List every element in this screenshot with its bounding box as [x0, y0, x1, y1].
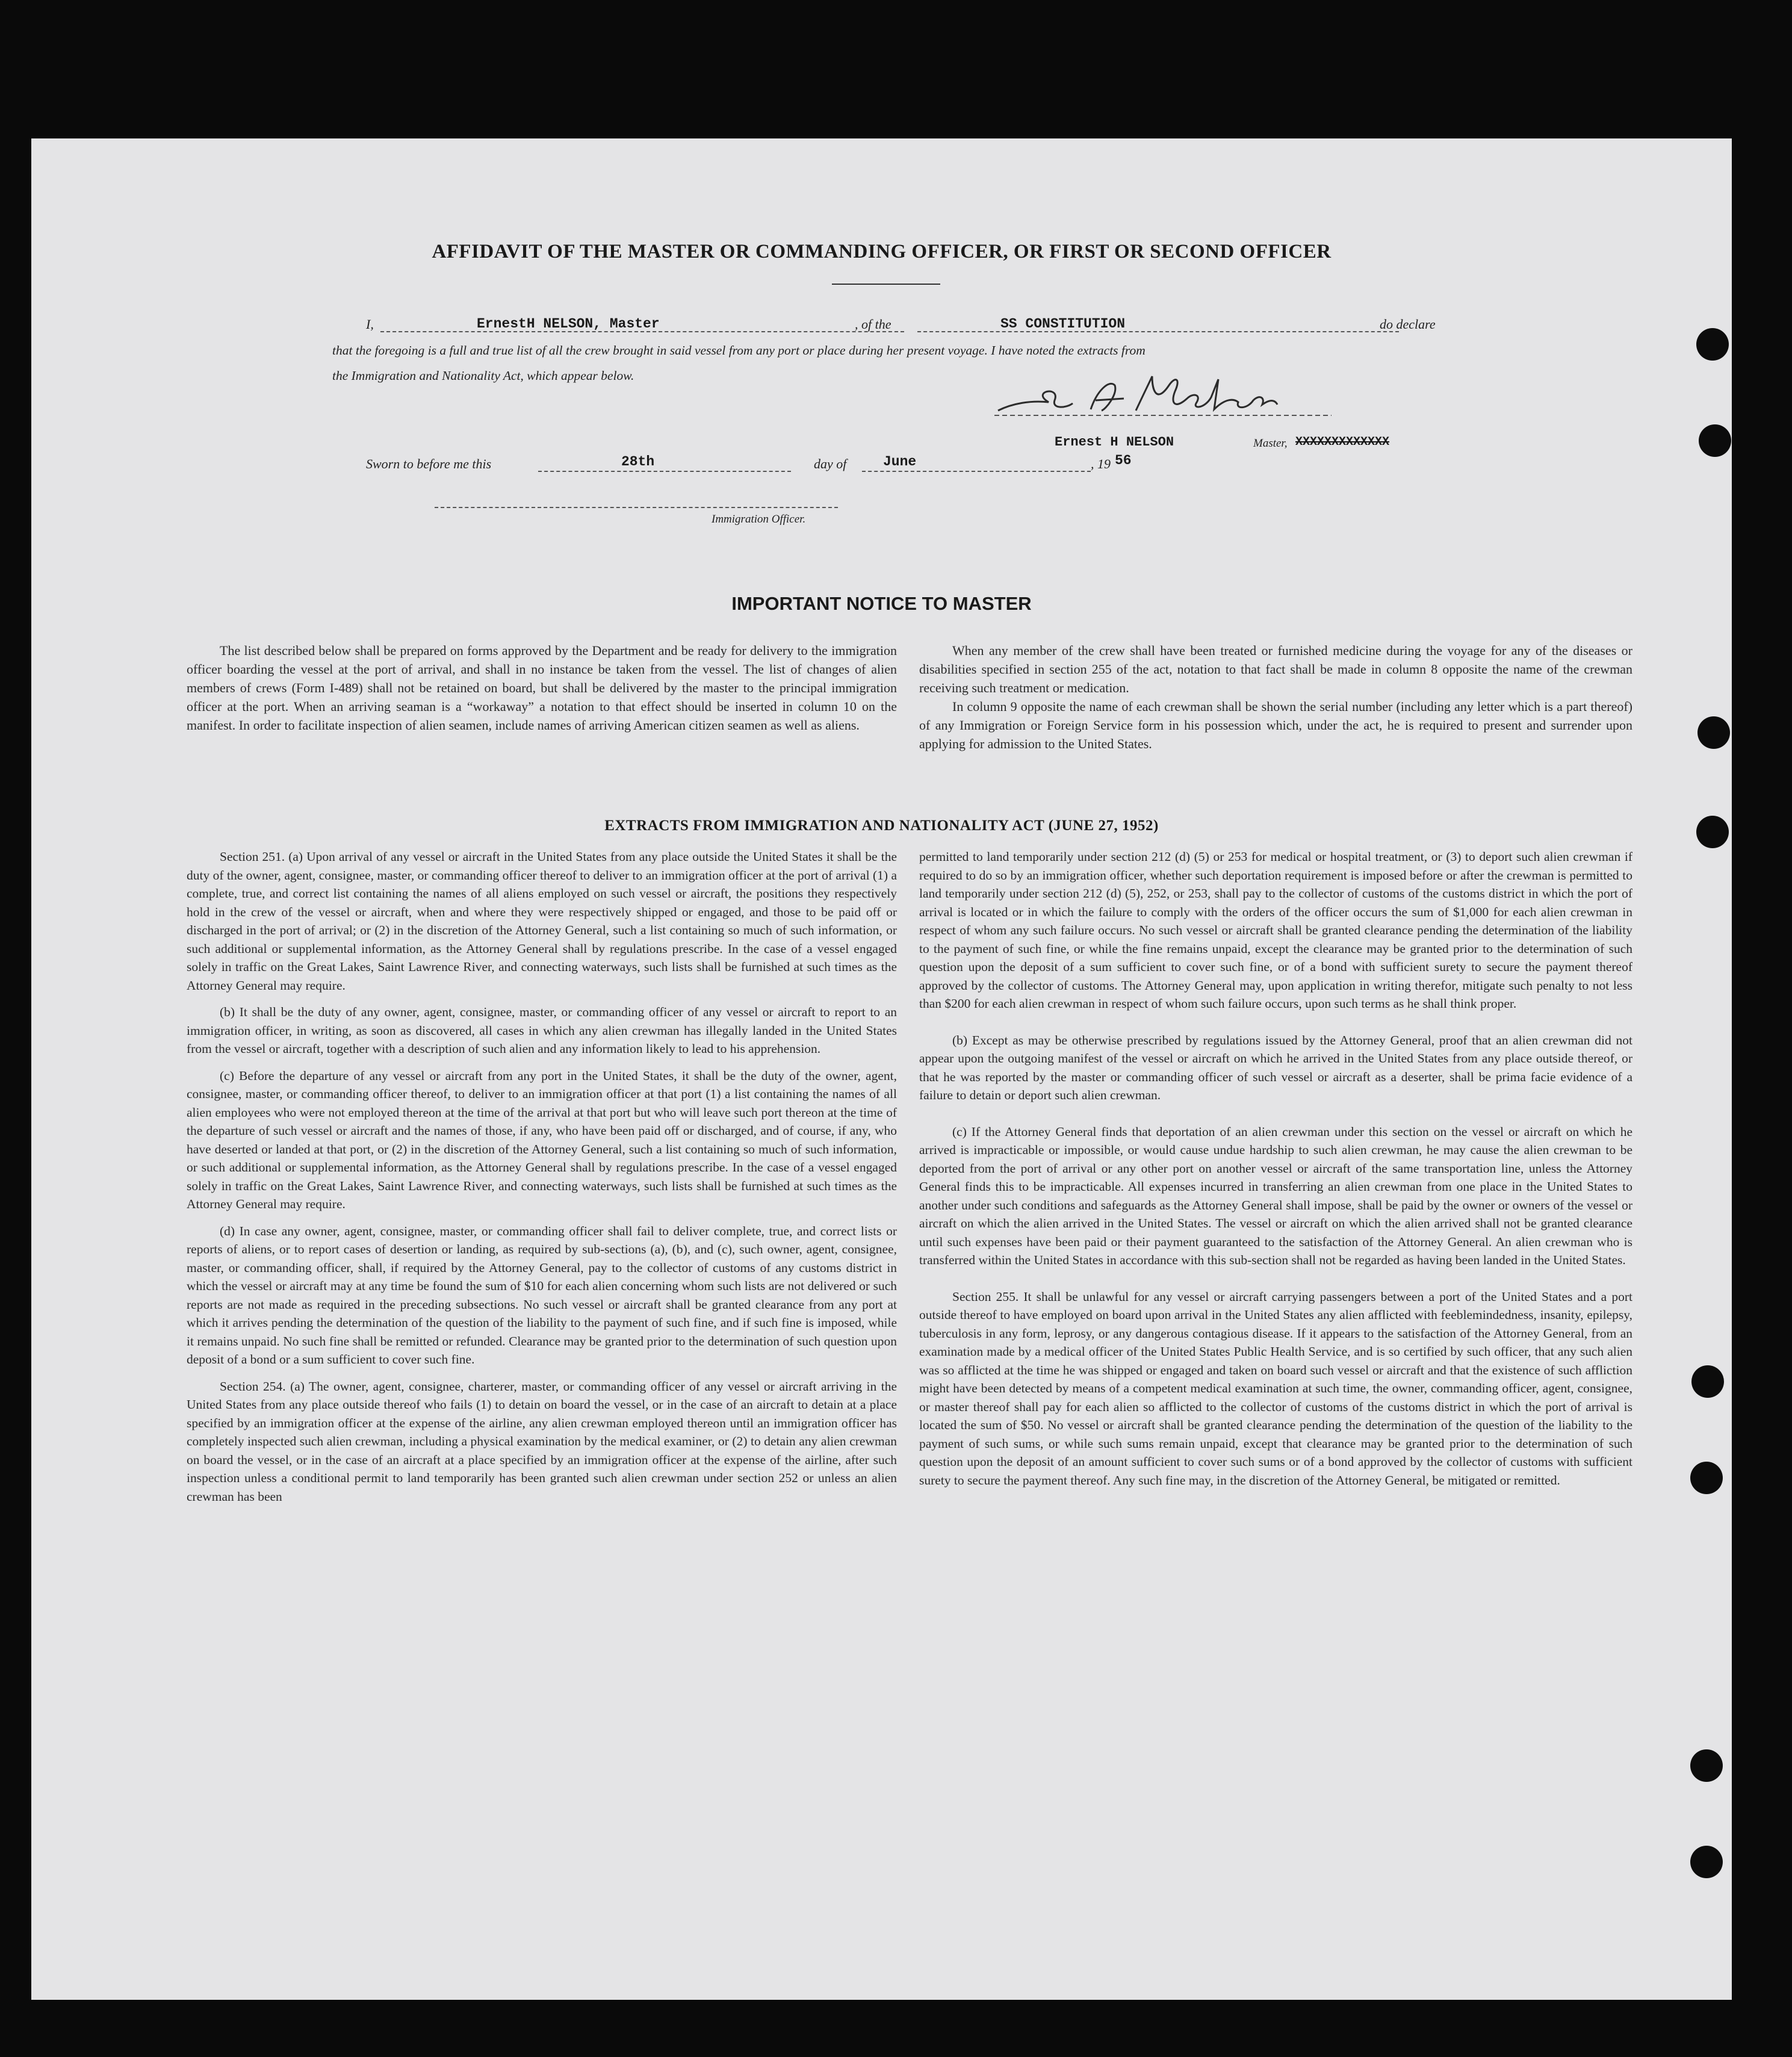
- section-251-c: (c) Before the departure of any vessel or aircraft from any port in the United States, it shall be the duty of the owner, agent, consignee, master, or commanding officer thereof, to deliver to an immigration officer at that port (1) a list containing the names of all alien employees who were not employed thereon at the time of the arrival at that port but who will leave such port thereon at the time of the departure of such vessel or aircraft and the names of those, if any, who have been paid off or discharged, and of course, if any, who have deserted or landed at that port, or (2) in the discretion of the Attorney General, such a list containing so much of such information, or such additional or supplemental information, as the Attorney General shall by regulations prescribe. In the case of a vessel engaged solely in traffic on the Great Lakes, Saint Lawrence River, and connecting waterways, such lists shall be furnished at such times as the Attorney General may require.: [187, 1068, 897, 1211]
- of-the-label: , of the: [855, 317, 891, 332]
- handwritten-signature: [994, 367, 1332, 421]
- section-251-a: Section 251. (a) Upon arrival of any vessel or aircraft in the United States from any place outside the United States it shall be the duty of the owner, agent, consignee, master, or commanding officer thereof to deliver to an immigration officer at the port of arrival (1) a complete, true, and correct list containing the names of all aliens employed on such vessel or aircraft, the positions they respectively hold in the crew of the vessel or aircraft, when and where they were respectively shipped or engaged, and those to be paid off or discharged in the port of arrival; or (2) in the discretion of the Attorney General, such a list containing so much of such information, or such additional or supplemental information, as the Attorney General shall by regulations prescribe. In the case of a vessel engaged solely in traffic on the Great Lakes, Saint Lawrence River, and connecting waterways, such lists shall be furnished at such times as the Attorney General may require.: [187, 849, 897, 993]
- section-254-c: (c) If the Attorney General finds that deportation of an alien crewman under this section on the vessel or aircraft on which he arrived is impracticable or impossible, or would cause undue hardship to such alien crewman, he may cause the alien crewman to be deported from the port of arrival or any other port on another vessel or aircraft of the same transportation line, unless the Attorney General finds this to be impracticable. All expenses incurred in transferring an alien crewman from one place in the United States to another under such conditions and safeguards as the Attorney General shall impose, shall be paid by the owner or owners of the vessel or aircraft on which the alien arrived in the United States. The vessel or aircraft on which the alien arrived shall not be granted clearance until such expenses have been paid or their payment guaranteed to the satisfaction of the Attorney General. An alien crewman who is transferred within the United States in accordance with this sub-section shall not be regarded as having been landed in the United States.: [919, 1124, 1632, 1267]
- section-254-b: (b) Except as may be otherwise prescribed by regulations issued by the Attorney General, proof that an alien crewman did not appear upon the outgoing manifest of the vessel or aircraft on which he arrived in the United States from any place outside thereof, or that he was reported by the master or commanding officer of such vessel or aircraft as a deserter, shall be prima facie evidence of a failure to detain or deport such alien crewman.: [919, 1032, 1632, 1102]
- struck-title-text: XXXXXXXXXXXXX: [1295, 435, 1390, 449]
- affidavit-page: [31, 138, 1732, 2000]
- immigration-officer-label: Immigration Officer.: [712, 513, 806, 526]
- punch-hole: [1699, 424, 1731, 457]
- month-blank: [862, 471, 1091, 472]
- sworn-day-value: 28th: [621, 454, 655, 470]
- vessel-blank: [917, 331, 1399, 332]
- punch-hole: [1690, 1749, 1723, 1782]
- section-254-a: Section 254. (a) The owner, agent, consignee, charterer, master, or commanding officer of any vessel or aircraft arriving in the United States from any place outside thereof who fails (1) to detain on board the vessel, or in the case of an aircraft to detain at a place specified by an immigration officer at the expense of the airline, any alien crewman employed thereon until an immigration officer has completely inspected such alien crewman, including a physical examination by the medical examiner, or (2) to detain any alien crewman on board the vessel, or in the case of an aircraft at a place specified by an immigration officer at the expense of the airline, after such inspection unless a conditional permit to land temporarily has been granted such alien crewman under section 252 or unless an alien crewman has been: [187, 1379, 897, 1504]
- sworn-month-value: June: [883, 454, 917, 470]
- punch-hole: [1696, 816, 1729, 848]
- vessel-name-value: SS CONSTITUTION: [1000, 316, 1126, 332]
- punch-hole: [1697, 716, 1730, 749]
- section-255: Section 255. It shall be unlawful for any vessel or aircraft carrying passengers between a port of the United States and a port outside thereof to have employed on board upon arrival in the United States any alien afflicted with feeblemindedness, insanity, epilepsy, tuberculosis in any form, leprosy, or any dangerous contagious disease. If it appears to the satisfaction of the Attorney General, from an examination made by a medical officer of the United States Public Health Service, and is so certified by such officer, that any such alien was so afflicted at the time he was shipped or engaged and taken on board such vessel or aircraft and that the existence of such affliction might have been detected by means of a competent medical examination at such time, the owner, commanding officer, agent, consignee, or master thereof shall pay for each alien so afflicted to the collector of customs of the customs district in which the port of arrival is located the sum of $50. No vessel or aircraft shall be granted clearance pending the determination of the question of the liability to the payment of such sums, or while such sums remain unpaid, except that clearance may be granted prior to the determination of such question upon the deposit of an amount sufficient to cover such sums or of a bond approved by the collector of customs with sufficient surety to secure the payment thereof. Any such fine may, in the discretion of the Attorney General, be mitigated or remitted.: [919, 1289, 1632, 1488]
- section-251-d: (d) In case any owner, agent, consignee, master, or commanding officer shall fail to deliver complete, true, and correct lists or reports of aliens, or to report cases of desertion or landing, as required by sub-sections (a), (b), and (c), such owner, agent, consignee, master, or commanding officer, shall, if required by the Attorney General, pay to the collector of customs of any customs district in which the vessel or aircraft may at any time be found the sum of $10 for each alien concerning whom such lists are not delivered or such reports are not made as required in the preceding subsections. No such vessel or aircraft shall be granted clearance from any port at which it arrives pending the determination of the question of the liability to the payment of such fine, and if such fine is imposed, while it remains unpaid. No such fine shall be remitted or refunded. Clearance may be granted prior to the determination of such question upon deposit of a bond or a sum sufficient to cover such fine.: [187, 1223, 897, 1367]
- notice-right-paragraphs: [919, 641, 1632, 753]
- master-label: Master,: [1253, 437, 1288, 450]
- punch-hole: [1690, 1462, 1723, 1494]
- sworn-year-value: 56: [1115, 453, 1132, 468]
- officer-signature-blank: [435, 507, 838, 508]
- notice-right-text-2: In column 9 opposite the name of each crewman shall be shown the serial number (including any letter which is a part thereof) of any Immigration or Foreign Service form in his possession which, under the act, he is required to present and surrender upon applying for admission to the United States.: [919, 699, 1632, 751]
- day-of-label: day of: [814, 456, 847, 471]
- declaration-line-2: that the foregoing is a full and true list of all the crew brought in said vessel from any port or place during her present voyage. I have noted the extracts from: [332, 343, 1146, 358]
- year-prefix: , 19: [1091, 456, 1111, 471]
- notice-heading: IMPORTANT NOTICE TO MASTER: [731, 593, 1032, 614]
- day-blank: [538, 471, 791, 472]
- extracts-heading: EXTRACTS FROM IMMIGRATION AND NATIONALITY ACT (JUNE 27, 1952): [604, 818, 1159, 834]
- declaration-prefix: I,: [366, 317, 374, 332]
- section-254-a-continued: permitted to land temporarily under section 212 (d) (5) or 253 for medical or hospital treatment, or (3) to deport such alien crewman if required to do so by an immigration officer, whether such deportation requirement is imposed before or after the crewman is permitted to land temporarily under section 212 (d) (5), 252, or 253, shall pay to the collector of customs of the customs district in which the port of arrival is located or in which the failure to comply with the orders of the officer occurs the sum of $1,000 for each alien crewman in respect of whom any such failure occurs. No such vessel or aircraft shall be granted clearance pending the determination of the liability to the payment of such fine, or while the fine remains unpaid, except the clearance may be granted prior to the determination of such question upon the deposit of a sum sufficient to cover such fine, or of a bond with sufficient surety to secure the payment thereof approved by the collector of customs. The Attorney General may, upon application in writing therefor, mitigate such penalty to not less than $200 for each alien crewman in respect of whom such failure occurs, upon such terms as he shall think proper.: [919, 849, 1632, 1011]
- signed-name-typed: Ernest H NELSON: [1055, 435, 1174, 450]
- notice-left-text: The list described below shall be prepared on forms approved by the Department and be ready for delivery to the immigration officer boarding the vessel at the port of arrival, and shall in no instance be taken from the vessel. The list of changes of alien members of crews (Form I-489) shall not be retained on board, but shall be delivered by the master to the principal immigration officer at the port. When an arriving seaman is a “workaway” a notation to that effect should be inserted in column 10 on the manifest. In order to facilitate inspection of alien seamen, include names of arriving American citizen seamen as well as aliens.: [187, 643, 897, 733]
- punch-hole: [1691, 1365, 1724, 1398]
- extracts-left-column: [187, 848, 897, 1514]
- master-name-value: ErnestH NELSON, Master: [477, 316, 660, 332]
- sworn-prefix: Sworn to before me this: [366, 456, 492, 471]
- extracts-right-column: [919, 848, 1632, 1498]
- punch-hole: [1690, 1846, 1723, 1878]
- punch-hole: [1696, 328, 1729, 361]
- declaration-line-3: the Immigration and Nationality Act, which appear below.: [332, 368, 634, 383]
- section-251-b: (b) It shall be the duty of any owner, agent, consignee, master, or commanding officer of any vessel or aircraft to report to an immigration officer, in writing, as soon as discovered, all cases in which any alien crewman has illegally landed in the United States from the vessel or aircraft, together with a description of such alien and any information likely to lead to his apprehension.: [187, 1005, 897, 1056]
- do-declare-label: do declare: [1380, 317, 1436, 332]
- title-underline: [832, 284, 940, 285]
- notice-right-text-1: When any member of the crew shall have been treated or furnished medicine during the voyage for any of the diseases or disabilities specified in section 255 of the act, notation to that fact shall be made in column 8 opposite the name of the crewman receiving such treatment or medication.: [919, 643, 1632, 695]
- page-title: AFFIDAVIT OF THE MASTER OR COMMANDING OFFICER, OR FIRST OR SECOND OFFICER: [432, 241, 1332, 262]
- notice-left-paragraph: [187, 641, 897, 734]
